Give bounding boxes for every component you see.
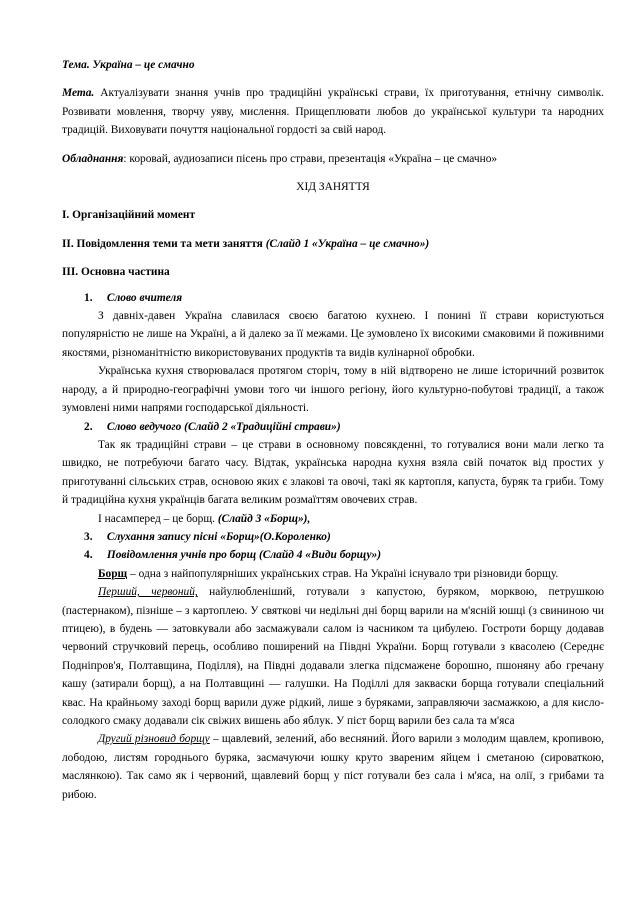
theme-label: Тема. [62,59,90,71]
section-main: ІІІ. Основна частина [62,266,170,279]
host-paragraph-2 [62,510,604,528]
borsch-paragraph-3 [62,730,604,804]
item-title: Повідомлення учнів про борщ (Слайд 4 «Види борщу») [106,549,382,562]
item-song [62,528,604,546]
lesson-heading: ХІД ЗАНЯТТЯ [296,181,370,194]
section-organizational: І. Організаційний момент [62,209,196,222]
item-number: 2. [84,420,93,433]
borsch-text-3: – щавлевий, зелений, або весняний. Його варили з молодим щавлем, кропивою, лободою, листям городнього буряка, засмачуючи юшку круто звареним яйцем і сметаною (сироваткою, маслянкою). Так само як і червоний, щавлевий борщ у піст готували без сала і м'яса, на олії, з грибами та рибою. [62,733,605,801]
section-topic-slide: (Слайд 1 «Україна – це смачно») [265,237,430,250]
item-number: 4. [84,549,93,562]
goal-paragraph [62,84,604,139]
section-topic-text: ІІ. Повідомлення теми та мети заняття [62,237,266,250]
borsch-first-label: Перший, червоний, [98,586,198,599]
borsch-text-1: – одна з найпопулярніших українських страв. На Україні існувало три різновиди борщу. [127,567,559,580]
equipment-text: : коровай, аудиозаписи пісень про страви, презентація «Україна – це смачно» [123,152,498,165]
host-paragraph-2-slide: (Слайд 3 «Борщ»), [217,512,311,525]
section-topic [62,235,604,253]
theme-text: Україна – це смачно [92,59,195,71]
item-students-report [62,546,604,564]
goal-label: Мета. [62,87,95,100]
item-number: 1. [84,291,93,304]
item-title: Слово вчителя [106,291,183,304]
host-paragraph-2-text: І насамперед – це борщ. [98,512,218,525]
borsch-word: Борщ [98,567,128,580]
item-number: 3. [84,530,93,543]
equipment-paragraph [62,150,604,168]
theme-line [62,56,604,74]
goal-text: Актуалізувати знання учнів про традиційні українські страви, їх приготування, етнічну символік. Розвивати мовлення, творчу уяву, мислення. Прищеплювати любов до української культури та народних традицій. Виховувати почуття національної гордості за свій народ. [62,87,604,137]
borsch-text-2: найулюбленіший, готували з капустою, буряком, морквою, петрушкою (пастернаком), пізніше – з картоплею. У святкові чи недільні дні борщ варили на м'ясній юшці (з свининою чи птицею), в будень — затовкували або засмажували салом із часником та цибулею. Гостроти борщу додавав червоний стручковий перець, особливо поширений на Півдні України. Борщ готували з квасолею (Середнє Подніпров'я, Полтавщина, Поділля), на Півдні додавали злегка підсмажене борошно, пшоняну або гречану кашу (затирали борщ), а на Полтавщині — галушки. На Поділлі для закваски борща готували спеціальний квас. На крайньому заході борщ варили дуже рідкий, лише з буряками, заправляючи засмажкою, а для кисло-солодкого смаку додавали сік свіжих вишень або яблук. У піст борщ варили без сала та м'яса [62,586,604,727]
host-paragraph-1: Так як традиційні страви – це страви в основному повсякденні, то готувалися вони мали легко та швидко, не потребуючи багато часу. Відтак, українська народна кухня взяла свій початок від простих у приготуванні сільських страв, основою яких є злакові та овочі, такі як картопля, капуста, буряк та гриби. Тому й традиційна кухня українців багата великим розмаїттям овочевих страв. [62,438,604,507]
teacher-paragraph-2: Українська кухня створювалася протягом сторіч, тому в ній відтворено не лише історичний розвиток народу, а й природно-географічні умови того чи іншого регіону, його культурно-побутові традиції, а також зумовлені ними напрями господарської діяльності. [62,365,604,415]
borsch-second-label: Другий різновид борщу [98,733,210,746]
teacher-paragraph-1: З давніх-давен Україна славилася своєю багатою кухнею. І понині її страви користуються популярністю не лише на Україні, а й далеко за її межами. Це зумовлено їх високими смаковими й поживними якостями, різноманітністю використовуваних продуктів та видів кулінарної обробки. [62,310,604,359]
item-teacher-word [62,289,604,307]
equipment-label: Обладнання [62,152,124,165]
item-title: Слово ведучого (Слайд 2 «Традиційні страви») [106,420,341,433]
borsch-paragraph-2 [62,583,604,730]
borsch-paragraph-1 [62,565,604,583]
item-host-word [62,418,604,436]
item-title: Слухання запису пісні «Борщ»(О.Короленко) [106,530,331,543]
